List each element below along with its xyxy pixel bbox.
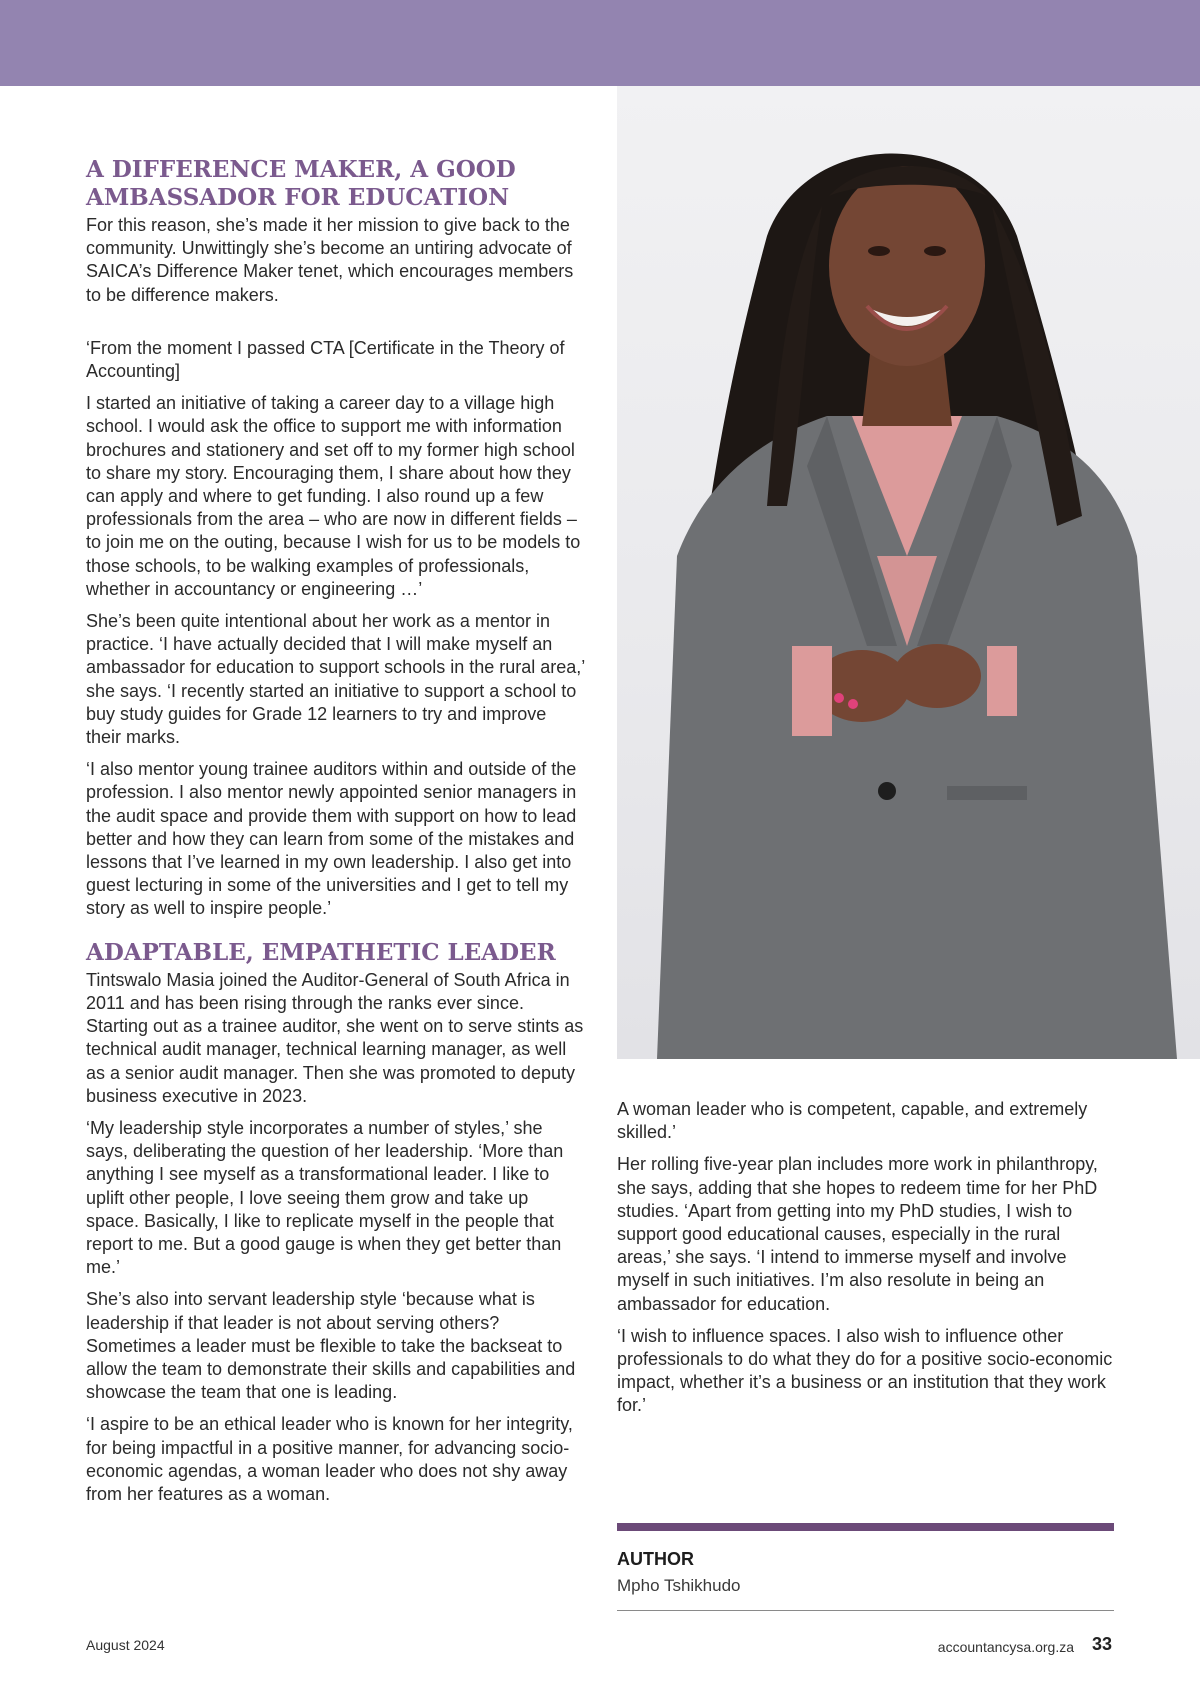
section-heading-difference-maker: A DIFFERENCE MAKER, A GOOD AMBASSADOR FOR EDUCATION xyxy=(86,156,516,211)
left-column xyxy=(86,156,586,1515)
portrait-photo xyxy=(617,86,1200,1059)
body-paragraph: She’s been quite intentional about her work as a mentor in practice. ‘I have actually decided that I will make myself an ambassador for education to support schools in the rural area,’ she says. ‘I recently started an initiative to support a school to buy study guides for Grade 12 learners to try and improve their marks. xyxy=(86,611,585,748)
author-block xyxy=(617,1548,1114,1598)
body-paragraph: ‘From the moment I passed CTA [Certificate in the Theory of Accounting] xyxy=(86,337,565,382)
body-paragraph: Tintswalo Masia joined the Auditor-General of South Africa in 2011 and has been rising through the ranks ever since. Starting out as a trainee auditor, she went on to serve stints as technical audit manager, technical learning manager, as well as a senior audit manager. Then she was promoted to deputy business executive in 2023. xyxy=(86,969,584,1106)
author-bottom-divider xyxy=(617,1610,1114,1611)
body-paragraph: I started an initiative of taking a career day to a village high school. I would ask the office to support me with information brochures and stationery and set off to my former high school to share my story. Encouraging them, I share about how they can apply and where to get funding. I also round up a few professionals from the area – who are now in different fields – to join me on the outing, because I wish for us to be models to those schools, to be walking examples of professionals, whether in accountancy or engineering …’ xyxy=(86,393,581,599)
footer-website: accountancysa.org.za xyxy=(937,1639,1074,1655)
body-paragraph: Her rolling five-year plan includes more work in philanthropy, she says, adding that she hopes to redeem time for her PhD studies. ‘Apart from getting into my PhD studies, I wish to support good educational causes, especially in the rural areas,’ she says. ‘I intend to immerse myself and involve myself in such initiatives. I’m also resolute in being an ambassador for education. xyxy=(617,1154,1098,1314)
author-name: Mpho Tshikhudo xyxy=(617,1576,741,1595)
body-paragraph: For this reason, she’s made it her mission to give back to the community. Unwittingly she’s become an untiring advocate of SAICA’s Difference Maker tenet, which encourages members to be difference makers. xyxy=(86,215,574,305)
portrait-illustration xyxy=(617,86,1200,1059)
body-paragraph: She’s also into servant leadership style ‘because what is leadership if that leader is not about serving others? Sometimes a leader must be flexible to take the backseat to allow the team to demonstrate their skills and capabilities and showcase the team that one is leading. xyxy=(86,1289,576,1403)
body-paragraph: ‘I wish to influence spaces. I also wish to influence other professionals to do what they do for a positive socio-economic impact, whether it’s a business or an institution that they work for.’ xyxy=(617,1325,1113,1416)
page-number: 33 xyxy=(1092,1634,1113,1654)
body-paragraph: A woman leader who is competent, capable, and extremely skilled.’ xyxy=(617,1099,1088,1143)
right-column xyxy=(617,1098,1117,1427)
section-heading-adaptable-leader: ADAPTABLE, EMPATHETIC LEADER xyxy=(86,938,556,966)
body-paragraph: ‘I also mentor young trainee auditors within and outside of the profession. I also mentor newly appointed senior managers in the audit space and provide them with support on how to lead better and how they can learn from some of the mistakes and lessons that I’ve learned in my own leadership. I also get into guest lecturing in some of the universities and I get to tell my story as well to inspire people.’ xyxy=(86,759,577,919)
body-paragraph: ‘My leadership style incorporates a number of styles,’ she says, deliberating the question of her leadership. ‘More than anything I see myself as a transformational leader. I like to uplift other people, I love seeing them grow and take up space. Basically, I like to replicate myself in the people that report to me. But a good gauge is when they get better than me.’ xyxy=(86,1117,564,1278)
author-label: AUTHOR xyxy=(617,1549,694,1569)
top-banner xyxy=(0,0,1200,86)
author-divider xyxy=(617,1523,1114,1531)
body-paragraph: ‘I aspire to be an ethical leader who is known for her integrity, for being impactful in a positive manner, for advancing socio-economic agendas, a woman leader who does not shy away from her features as a woman. xyxy=(86,1414,573,1504)
footer-date: August 2024 xyxy=(86,1637,165,1653)
